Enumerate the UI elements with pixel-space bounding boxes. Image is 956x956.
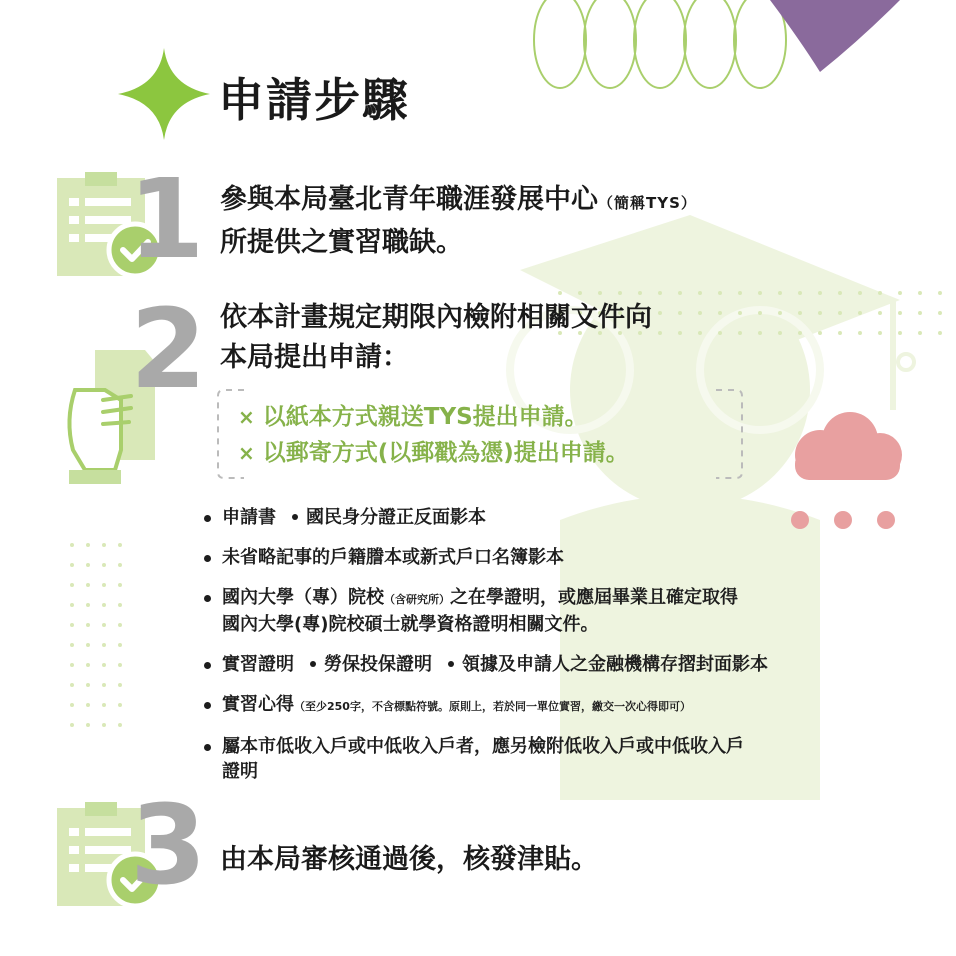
method-1-text: 以紙本方式親送TYS提出申請。	[262, 404, 588, 430]
document-row	[200, 734, 920, 784]
x-mark-icon: ×	[238, 441, 255, 465]
document-item: 領據及申請人之金融機構存摺封面影本	[462, 654, 768, 675]
step-2-text	[220, 298, 652, 378]
step-number-3: 3	[130, 781, 207, 909]
loops-decoration	[534, 0, 786, 88]
document-row	[200, 505, 920, 530]
step-2-line-2: 本局提出申請：	[220, 342, 409, 373]
page-title: 申請步驟	[218, 73, 410, 127]
ring-decoration	[898, 354, 914, 370]
method-2-text: 以郵寄方式(以郵戳為憑)提出申請。	[262, 440, 629, 466]
bullet-icon	[310, 661, 316, 667]
purple-shape	[770, 0, 900, 72]
bullet-icon	[204, 662, 211, 669]
step-number-1: 1	[128, 155, 205, 283]
step-1-line-2: 所提供之實習職缺。	[220, 227, 463, 258]
document-item: 證明	[222, 761, 258, 782]
document-row	[200, 545, 920, 570]
bullet-icon	[204, 744, 211, 751]
document-item: 國民身分證正反面影本	[306, 507, 486, 528]
submission-method-1	[238, 398, 588, 431]
document-row	[200, 585, 920, 637]
document-item: 實習心得	[222, 694, 294, 715]
submission-method-2	[238, 434, 629, 467]
x-mark-icon: ×	[238, 405, 255, 429]
dot-grid-left	[70, 543, 122, 727]
document-item: 屬本市低收入戶或中低收入戶者，應另檢附低收入戶或中低收入戶	[222, 736, 744, 757]
document-item: 申請書	[222, 507, 276, 528]
required-documents-list	[200, 505, 920, 784]
step-number-2: 2	[130, 285, 207, 413]
document-item-with-bullet	[286, 505, 486, 530]
document-item-with-bullet	[304, 652, 432, 677]
document-note: （含研究所）	[384, 593, 450, 606]
document-row	[200, 692, 920, 719]
bullet-icon	[292, 514, 298, 520]
step-1-note: （簡稱TYS）	[598, 194, 697, 212]
step-2-line-1: 依本計畫規定期限內檢附相關文件向	[220, 302, 652, 333]
submission-methods-box	[216, 388, 744, 480]
bullet-icon	[204, 595, 211, 602]
step-1-text	[220, 180, 697, 263]
step-3-line-1: 由本局審核通過後，核發津貼。	[220, 844, 598, 875]
document-item: 國內大學(專)院校碩士就學資格證明相關文件。	[222, 614, 599, 635]
bullet-icon	[204, 702, 211, 709]
document-row	[200, 652, 920, 677]
step-1-line-1: 參與本局臺北青年職涯發展中心	[220, 184, 598, 215]
document-item: 勞保投保證明	[324, 654, 432, 675]
document-item: 國內大學（專）院校	[222, 587, 384, 608]
document-item: 實習證明	[222, 654, 294, 675]
bullet-icon	[204, 555, 211, 562]
bullet-icon	[204, 515, 211, 522]
bullet-icon	[448, 661, 454, 667]
document-item: 未省略記事的戶籍謄本或新式戶口名簿影本	[222, 547, 564, 568]
sparkle-icon	[116, 46, 212, 142]
step-3-text	[220, 840, 598, 880]
document-note: （至少250字，不含標點符號。原則上，若於同一單位實習，繳交一次心得即可）	[294, 700, 691, 713]
document-item-with-bullet	[442, 652, 768, 677]
document-item: 之在學證明，或應屆畢業且確定取得	[450, 587, 738, 608]
